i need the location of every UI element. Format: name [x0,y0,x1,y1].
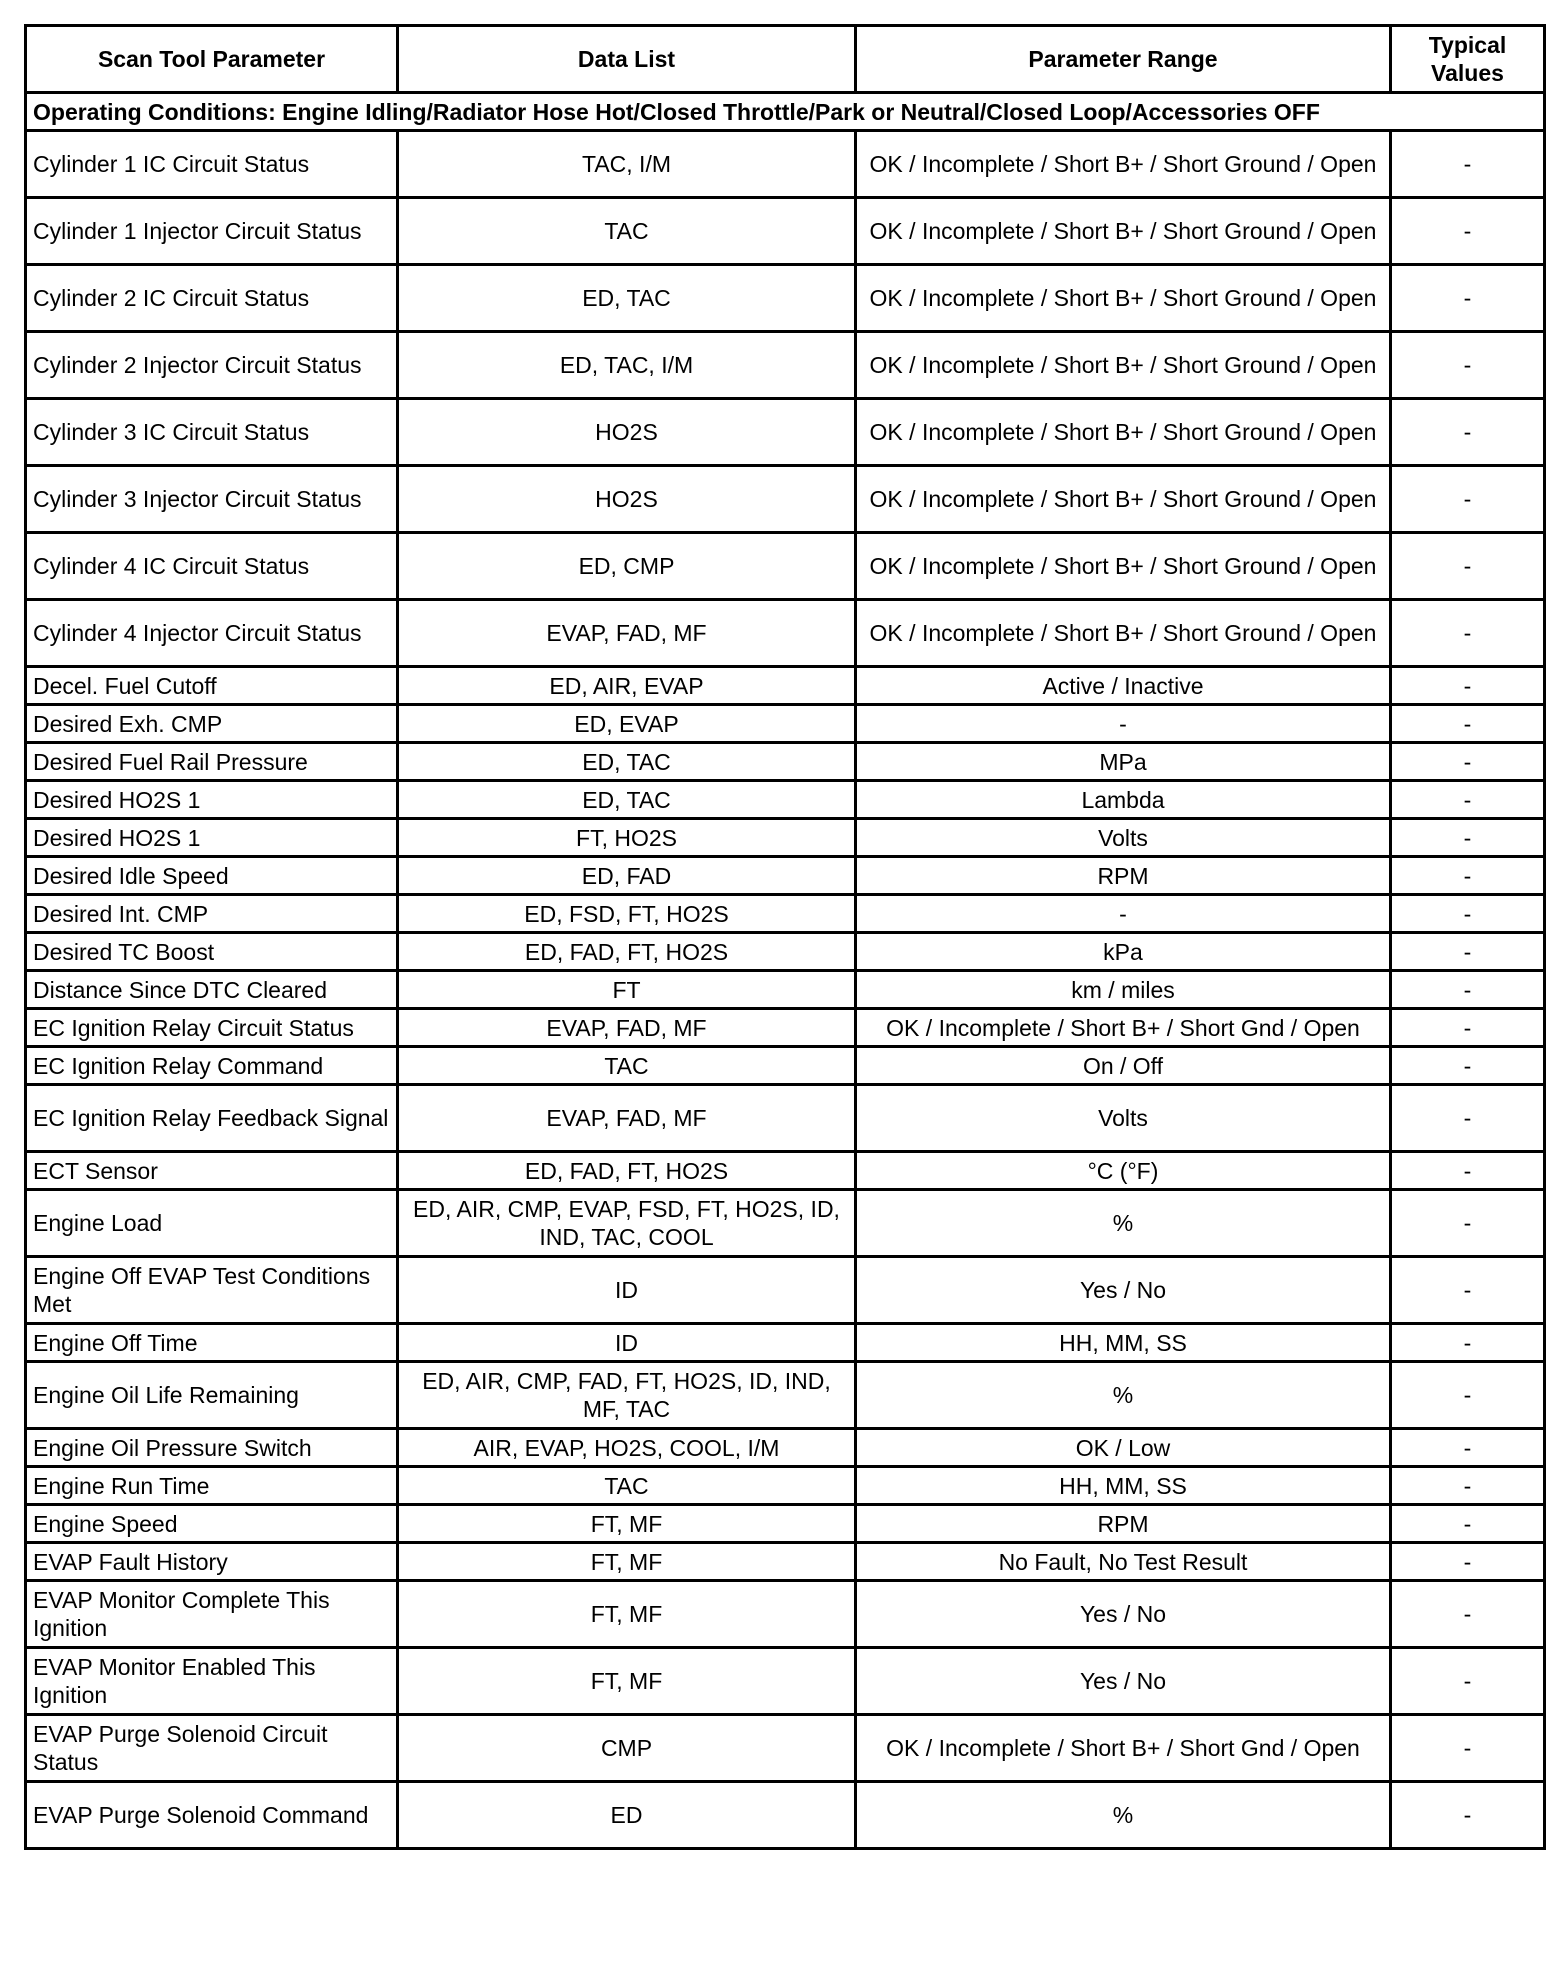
typical-value-cell: - [1391,857,1545,895]
typical-value-cell: - [1391,1429,1545,1467]
parameter-range-cell: No Fault, No Test Result [856,1543,1391,1581]
document-page [24,24,1543,1850]
header-parameter-range: Parameter Range [856,26,1391,93]
table-row [26,781,1545,819]
parameter-range-cell: Yes / No [856,1257,1391,1324]
parameter-range-cell: HH, MM, SS [856,1467,1391,1505]
parameter-cell: Desired Exh. CMP [26,705,398,743]
parameter-cell: Cylinder 3 IC Circuit Status [26,399,398,466]
parameter-range-cell: km / miles [856,971,1391,1009]
table-row [26,131,1545,198]
parameter-cell: EC Ignition Relay Circuit Status [26,1009,398,1047]
parameter-cell: Cylinder 2 Injector Circuit Status [26,332,398,399]
parameter-range-cell: MPa [856,743,1391,781]
typical-value-cell: - [1391,1190,1545,1257]
parameter-range-cell: RPM [856,1505,1391,1543]
table-row [26,1085,1545,1152]
header-typical-values: Typical Values [1391,26,1545,93]
parameter-range-cell: HH, MM, SS [856,1324,1391,1362]
parameter-range-cell: OK / Incomplete / Short B+ / Short Gnd / Open [856,1009,1391,1047]
parameter-cell: Decel. Fuel Cutoff [26,667,398,705]
table-row [26,1429,1545,1467]
parameter-cell: EC Ignition Relay Command [26,1047,398,1085]
table-row [26,819,1545,857]
data-list-cell: ED, FAD [398,857,856,895]
data-list-cell: HO2S [398,466,856,533]
parameter-cell: Desired Idle Speed [26,857,398,895]
typical-value-cell: - [1391,1152,1545,1190]
typical-value-cell: - [1391,600,1545,667]
typical-value-cell: - [1391,1009,1545,1047]
typical-value-cell: - [1391,1505,1545,1543]
typical-value-cell: - [1391,533,1545,600]
table-row [26,265,1545,332]
data-list-cell: CMP [398,1715,856,1782]
typical-value-cell: - [1391,332,1545,399]
table-row [26,1648,1545,1715]
parameter-cell: Desired Int. CMP [26,895,398,933]
parameter-cell: EVAP Monitor Enabled This Ignition [26,1648,398,1715]
table-row [26,1324,1545,1362]
parameter-cell: EVAP Fault History [26,1543,398,1581]
data-list-cell: FT, MF [398,1581,856,1648]
data-list-cell: FT, MF [398,1648,856,1715]
header-data-list: Data List [398,26,856,93]
data-list-cell: ED, AIR, CMP, FAD, FT, HO2S, ID, IND, MF, TAC [398,1362,856,1429]
parameter-cell: Engine Run Time [26,1467,398,1505]
data-list-cell: TAC [398,1467,856,1505]
table-row [26,667,1545,705]
data-list-cell: ED, FSD, FT, HO2S [398,895,856,933]
table-row [26,1581,1545,1648]
table-row [26,1467,1545,1505]
parameter-range-cell: OK / Incomplete / Short B+ / Short Ground / Open [856,332,1391,399]
typical-value-cell: - [1391,705,1545,743]
data-list-cell: ED, AIR, CMP, EVAP, FSD, FT, HO2S, ID, IND, TAC, COOL [398,1190,856,1257]
table-row [26,399,1545,466]
parameter-cell: Distance Since DTC Cleared [26,971,398,1009]
data-list-cell: ED, FAD, FT, HO2S [398,1152,856,1190]
parameter-cell: Desired HO2S 1 [26,819,398,857]
typical-value-cell: - [1391,1543,1545,1581]
parameter-range-cell: Yes / No [856,1648,1391,1715]
table-row [26,1047,1545,1085]
parameter-range-cell: OK / Low [856,1429,1391,1467]
parameter-cell: EVAP Purge Solenoid Command [26,1782,398,1849]
typical-value-cell: - [1391,743,1545,781]
parameter-cell: Engine Off Time [26,1324,398,1362]
operating-conditions-row [26,93,1545,131]
table-row [26,1257,1545,1324]
table-row [26,1009,1545,1047]
parameter-range-cell: Volts [856,1085,1391,1152]
data-list-cell: ED, TAC [398,743,856,781]
table-row [26,743,1545,781]
data-list-cell: FT [398,971,856,1009]
table-row [26,1505,1545,1543]
typical-value-cell: - [1391,198,1545,265]
typical-value-cell: - [1391,399,1545,466]
typical-value-cell: - [1391,131,1545,198]
parameter-range-cell: - [856,895,1391,933]
parameter-range-cell: °C (°F) [856,1152,1391,1190]
typical-value-cell: - [1391,1581,1545,1648]
data-list-cell: TAC [398,198,856,265]
typical-value-cell: - [1391,1257,1545,1324]
data-list-cell: ED, FAD, FT, HO2S [398,933,856,971]
table-row [26,1362,1545,1429]
typical-value-cell: - [1391,1085,1545,1152]
data-list-cell: ED, TAC, I/M [398,332,856,399]
typical-value-cell: - [1391,933,1545,971]
table-row [26,1715,1545,1782]
data-list-cell: ID [398,1324,856,1362]
typical-value-cell: - [1391,1324,1545,1362]
data-list-cell: FT, HO2S [398,819,856,857]
table-row [26,1152,1545,1190]
parameter-cell: Cylinder 3 Injector Circuit Status [26,466,398,533]
data-list-cell: TAC [398,1047,856,1085]
parameter-range-cell: % [856,1782,1391,1849]
parameter-range-cell: - [856,705,1391,743]
data-list-cell: TAC, I/M [398,131,856,198]
parameter-cell: Engine Load [26,1190,398,1257]
parameter-range-cell: OK / Incomplete / Short B+ / Short Ground / Open [856,198,1391,265]
typical-value-cell: - [1391,781,1545,819]
parameter-range-cell: OK / Incomplete / Short B+ / Short Ground / Open [856,600,1391,667]
data-list-cell: ED [398,1782,856,1849]
data-list-cell: ED, AIR, EVAP [398,667,856,705]
data-list-cell: ED, TAC [398,781,856,819]
parameter-range-cell: OK / Incomplete / Short B+ / Short Ground / Open [856,533,1391,600]
table-row [26,533,1545,600]
parameter-cell: ECT Sensor [26,1152,398,1190]
parameter-cell: Engine Oil Life Remaining [26,1362,398,1429]
scan-tool-data-table [24,24,1546,1850]
data-list-cell: AIR, EVAP, HO2S, COOL, I/M [398,1429,856,1467]
parameter-range-cell: Yes / No [856,1581,1391,1648]
parameter-range-cell: OK / Incomplete / Short B+ / Short Gnd / Open [856,1715,1391,1782]
table-row [26,971,1545,1009]
parameter-range-cell: On / Off [856,1047,1391,1085]
typical-value-cell: - [1391,667,1545,705]
typical-value-cell: - [1391,895,1545,933]
parameter-range-cell: kPa [856,933,1391,971]
parameter-range-cell: OK / Incomplete / Short B+ / Short Ground / Open [856,131,1391,198]
typical-value-cell: - [1391,971,1545,1009]
parameter-range-cell: OK / Incomplete / Short B+ / Short Ground / Open [856,265,1391,332]
parameter-cell: EVAP Purge Solenoid Circuit Status [26,1715,398,1782]
table-row [26,1782,1545,1849]
parameter-cell: Cylinder 4 IC Circuit Status [26,533,398,600]
table-row [26,332,1545,399]
data-list-cell: FT, MF [398,1505,856,1543]
parameter-range-cell: OK / Incomplete / Short B+ / Short Ground / Open [856,399,1391,466]
typical-value-cell: - [1391,1715,1545,1782]
parameter-range-cell: % [856,1190,1391,1257]
table-row [26,1543,1545,1581]
parameter-cell: Cylinder 2 IC Circuit Status [26,265,398,332]
typical-value-cell: - [1391,819,1545,857]
parameter-cell: Desired Fuel Rail Pressure [26,743,398,781]
data-list-cell: FT, MF [398,1543,856,1581]
parameter-range-cell: Active / Inactive [856,667,1391,705]
parameter-range-cell: Volts [856,819,1391,857]
typical-value-cell: - [1391,466,1545,533]
table-row [26,198,1545,265]
typical-value-cell: - [1391,265,1545,332]
table-row [26,466,1545,533]
parameter-cell: Engine Off EVAP Test Conditions Met [26,1257,398,1324]
parameter-cell: EVAP Monitor Complete This Ignition [26,1581,398,1648]
parameter-cell: Cylinder 1 Injector Circuit Status [26,198,398,265]
table-row [26,895,1545,933]
typical-value-cell: - [1391,1467,1545,1505]
parameter-range-cell: Lambda [856,781,1391,819]
operating-conditions: Operating Conditions: Engine Idling/Radiator Hose Hot/Closed Throttle/Park or Neutral/Closed Loop/Accessories OFF [26,93,1545,131]
data-list-cell: HO2S [398,399,856,466]
table-row [26,933,1545,971]
parameter-cell: Cylinder 1 IC Circuit Status [26,131,398,198]
parameter-cell: Desired HO2S 1 [26,781,398,819]
parameter-cell: EC Ignition Relay Feedback Signal [26,1085,398,1152]
typical-value-cell: - [1391,1362,1545,1429]
header-scan-tool-parameter: Scan Tool Parameter [26,26,398,93]
data-list-cell: ID [398,1257,856,1324]
table-row [26,1190,1545,1257]
typical-value-cell: - [1391,1648,1545,1715]
table-row [26,857,1545,895]
parameter-cell: Cylinder 4 Injector Circuit Status [26,600,398,667]
data-list-cell: ED, TAC [398,265,856,332]
parameter-cell: Engine Oil Pressure Switch [26,1429,398,1467]
table-header-row [26,26,1545,93]
typical-value-cell: - [1391,1047,1545,1085]
parameter-range-cell: RPM [856,857,1391,895]
data-list-cell: ED, CMP [398,533,856,600]
parameter-range-cell: % [856,1362,1391,1429]
data-list-cell: EVAP, FAD, MF [398,1085,856,1152]
data-list-cell: EVAP, FAD, MF [398,1009,856,1047]
data-list-cell: EVAP, FAD, MF [398,600,856,667]
table-row [26,705,1545,743]
typical-value-cell: - [1391,1782,1545,1849]
parameter-cell: Engine Speed [26,1505,398,1543]
table-row [26,600,1545,667]
parameter-cell: Desired TC Boost [26,933,398,971]
parameter-range-cell: OK / Incomplete / Short B+ / Short Ground / Open [856,466,1391,533]
data-list-cell: ED, EVAP [398,705,856,743]
